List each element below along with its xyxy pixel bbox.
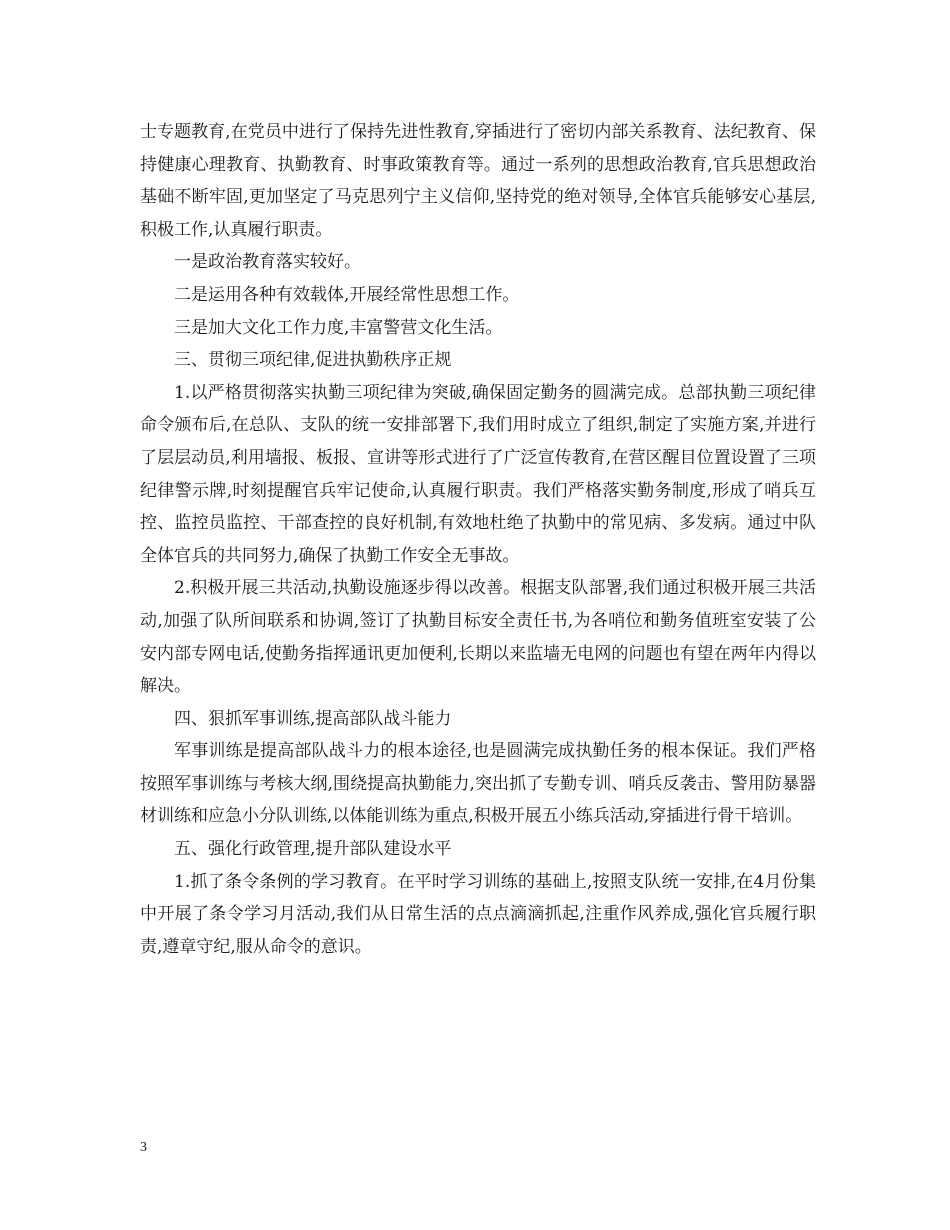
document-body: [140, 116, 816, 963]
section-heading-4: 四、狠抓军事训练,提高部队战斗能力: [174, 708, 452, 729]
section-heading-3: 三、贯彻三项纪律,促进执勤秩序正规: [174, 350, 452, 371]
paragraph-11: 1.抓了条令条例的学习教育。在平时学习训练的基础上,按照支队统一安排,在4月份集中开展了条令学习月活动,我们从日常生活的点点滴滴抓起,注重作风养成,强化官兵履行职责,遵章守纪,服从命令的意识。: [140, 871, 816, 957]
paragraph-9: 军事训练是提高部队战斗力的根本途径,也是圆满完成执勤任务的根本保证。我们严格按照军事训练与考核大纲,围绕提高执勤能力,突出抓了专勤专训、哨兵反袭击、警用防暴器材训练和应急小分队训练,以体能训练为重点,积极开展五小练兵活动,穿插进行骨干培训。: [140, 741, 816, 827]
paragraph-7: 2.积极开展三共活动,执勤设施逐步得以改善。根据支队部署,我们通过积极开展三共活动,加强了队所间联系和协调,签订了执勤目标安全责任书,为各哨位和勤务值班室安装了公安内部专网电话,使勤务指挥通讯更加便利,长期以来监墙无电网的问题也有望在两年内得以解决。: [140, 578, 816, 697]
paragraph-4: 三是加大文化工作力度,丰富警营文化生活。: [174, 317, 503, 338]
paragraph-2: 一是政治教育落实较好。: [174, 252, 361, 273]
paragraph-3: 二是运用各种有效载体,开展经常性思想工作。: [174, 284, 520, 305]
paragraph-6: 1.以严格贯彻落实执勤三项纪律为突破,确保固定勤务的圆满完成。总部执勤三项纪律命令颁布后,在总队、支队的统一安排部署下,我们用时成立了组织,制定了实施方案,并进行了层层动员,利用墙报、板报、宣讲等形式进行了广泛宣传教育,在营区醒目位置设置了三项纪律警示牌,时刻提醒官兵牢记使命,认真履行职责。我们严格落实勤务制度,形成了哨兵互控、监控员监控、干部查控的良好机制,有效地杜绝了执勤中的常见病、多发病。通过中队全体官兵的共同努力,确保了执勤工作安全无事故。: [140, 382, 816, 566]
paragraph-1: 士专题教育,在党员中进行了保持先进性教育,穿插进行了密切内部关系教育、法纪教育、保持健康心理教育、执勤教育、时事政策教育等。通过一系列的思想政治教育,官兵思想政治基础不断牢固,更加坚定了马克思列宁主义信仰,坚持党的绝对领导,全体官兵能够安心基层,积极工作,认真履行职责。: [140, 122, 816, 240]
section-heading-5: 五、强化行政管理,提升部队建设水平: [174, 839, 452, 860]
page-number: 3: [140, 1140, 147, 1155]
